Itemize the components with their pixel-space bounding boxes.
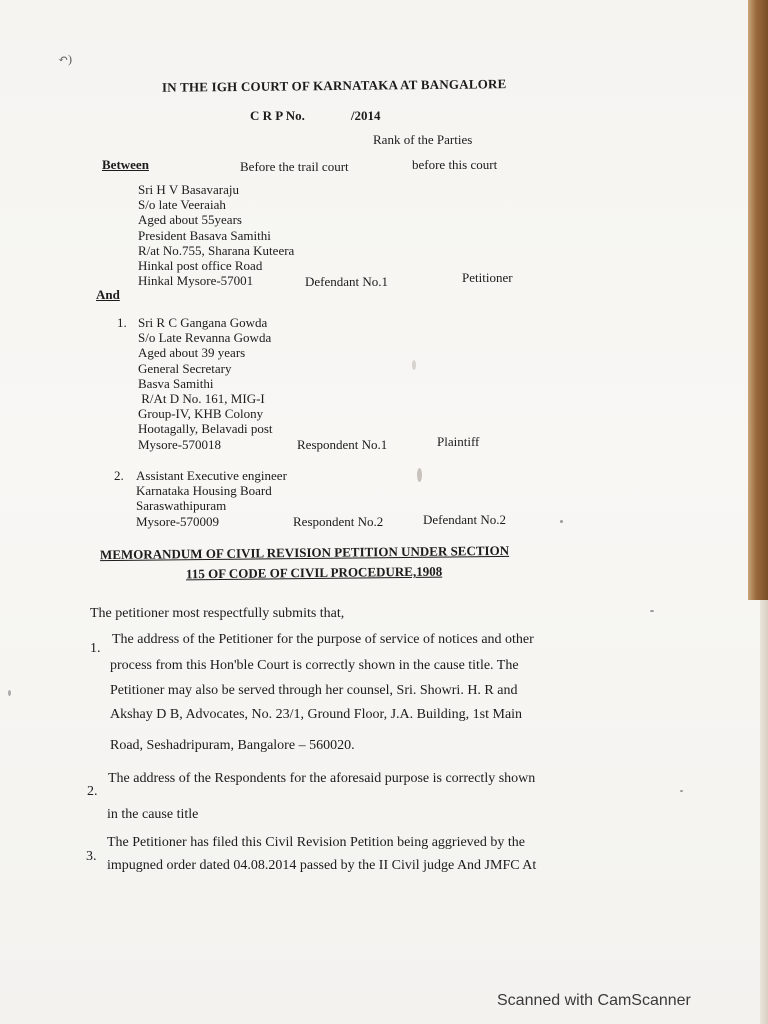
respondent2-address: [136, 468, 287, 529]
scan-speck: [650, 610, 654, 612]
address-line: S/o Late Revanna Gowda: [138, 330, 272, 346]
paragraph-line: The address of the Respondents for the aforesaid purpose is correctly shown: [108, 771, 536, 786]
respondent2-trial-role: Respondent No.2: [293, 514, 384, 529]
paragraph-line: in the cause title: [107, 807, 199, 822]
camscanner-watermark: Scanned with CamScanner: [497, 992, 691, 1009]
respondent1-address: [138, 315, 273, 452]
crp-label: C R P No.: [250, 108, 305, 123]
paragraph-number: 3.: [86, 849, 97, 864]
address-line: Hootagally, Belavadi post: [138, 421, 273, 437]
address-line: Karnataka Housing Board: [136, 483, 272, 499]
paragraph-line: Petitioner may also be served through her counsel, Sri. Showri. H. R and: [110, 683, 518, 698]
crp-year: /2014: [350, 108, 381, 123]
address-line: Aged about 55years: [138, 212, 242, 228]
respondent1-number: 1.: [117, 315, 127, 330]
address-line: Aged about 39 years: [138, 345, 246, 361]
corner-mark: ↶): [58, 52, 73, 66]
paragraph-number: 1.: [90, 641, 101, 656]
paragraph-line: The address of the Petitioner for the purpose of service of notices and other: [112, 632, 534, 647]
address-line: Assistant Executive engineer: [136, 468, 287, 483]
respondent1-trial-role: Respondent No.1: [297, 437, 388, 452]
address-line: Sri H V Basavaraju: [138, 182, 239, 197]
memorandum-heading-line2: 115 OF CODE OF CIVIL PROCEDURE,1908: [185, 563, 443, 582]
address-line: President Basava Samithi: [138, 227, 271, 243]
paragraph-number: 2.: [87, 784, 98, 799]
petitioner-trial-role: Defendant No.1: [305, 274, 389, 289]
address-line: Basva Samithi: [138, 375, 214, 391]
page-edge-shadow: [748, 0, 768, 600]
between-label: Between: [102, 157, 149, 172]
address-line: S/o late Veeraiah: [138, 197, 226, 213]
address-line: Mysore-570018: [138, 436, 222, 452]
address-line: R/at No.755, Sharana Kuteera: [138, 242, 295, 258]
memorandum-heading-line1: MEMORANDUM OF CIVIL REVISION PETITION UNDER SECTION: [99, 542, 510, 563]
petitioner-address: [138, 182, 294, 288]
paragraph-line: Akshay D B, Advocates, No. 23/1, Ground Floor, J.A. Building, 1st Main: [110, 707, 523, 722]
address-line: Sri R C Gangana Gowda: [138, 315, 268, 330]
submits-intro: The petitioner most respectfully submits that,: [90, 606, 345, 621]
paragraph-line: The Petitioner has filed this Civil Revision Petition being aggrieved by the: [107, 835, 525, 850]
address-line: Mysore-570009: [136, 513, 220, 529]
respondent2-this-role: Defendant No.2: [423, 512, 507, 527]
scan-speck: [680, 790, 683, 792]
scan-speck: [8, 690, 11, 696]
petitioner-this-role: Petitioner: [462, 270, 513, 285]
address-line: General Secretary: [138, 360, 232, 376]
address-line: Hinkal post office Road: [138, 258, 263, 274]
this-court-column-header: before this court: [412, 157, 498, 172]
address-line: R/At D No. 161, MIG-I: [138, 391, 265, 407]
respondent2-number: 2.: [114, 468, 124, 483]
scan-speck: [560, 520, 563, 523]
address-line: Group-IV, KHB Colony: [138, 406, 264, 422]
crp-number: [250, 108, 381, 124]
rank-of-parties-label: Rank of the Parties: [373, 132, 473, 147]
scan-speck: [412, 360, 416, 370]
and-label: And: [96, 287, 120, 302]
address-line: Hinkal Mysore-57001: [138, 273, 254, 289]
scan-speck: [417, 468, 422, 482]
respondent1-this-role: Plaintiff: [437, 434, 480, 449]
paragraph-line: process from this Hon'ble Court is correctly shown in the cause title. The: [110, 658, 519, 673]
address-line: Saraswathipuram: [136, 498, 227, 514]
trial-court-column-header: Before the trail court: [240, 159, 349, 174]
court-title: IN THE IGH COURT OF KARNATAKA AT BANGALORE: [161, 76, 507, 95]
page-edge-shadow-lower: [760, 600, 768, 1024]
paragraph-line: Road, Seshadripuram, Bangalore – 560020.: [110, 738, 355, 753]
paragraph-line: impugned order dated 04.08.2014 passed by the II Civil judge And JMFC At: [107, 858, 537, 873]
